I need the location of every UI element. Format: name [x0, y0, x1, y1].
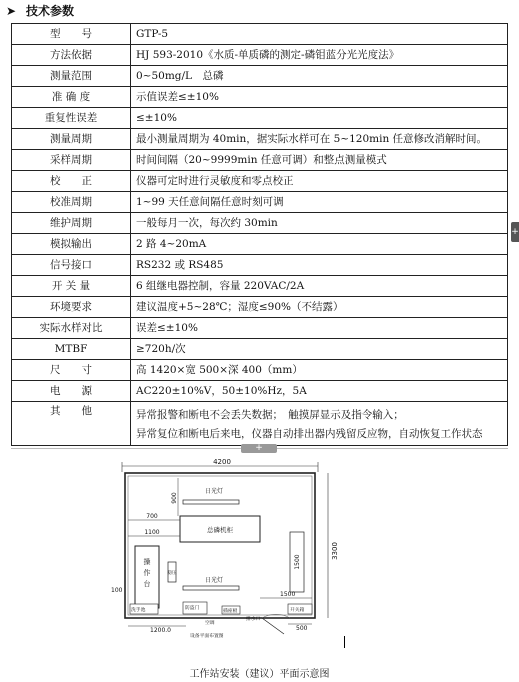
spec-row	[12, 192, 508, 213]
spec-key: 校 正	[12, 171, 131, 192]
spec-row	[12, 171, 508, 192]
spec-key: 环境要求	[12, 297, 131, 318]
spec-key: MTBF	[12, 339, 131, 360]
spec-key: 测量范围	[12, 66, 131, 87]
spec-row	[12, 339, 508, 360]
spec-value: 最小测量周期为 40min，据实际水样可在 5~120min 任意修改消解时间。	[131, 129, 508, 150]
spec-key: 其 他	[12, 402, 131, 446]
spec-table	[11, 23, 508, 446]
dim-3300: 3300	[331, 542, 339, 560]
spec-value: AC220±10%V，50±10%Hz，5A	[131, 381, 508, 402]
spec-row	[12, 150, 508, 171]
section-heading	[6, 2, 74, 19]
spec-key: 尺 寸	[12, 360, 131, 381]
spec-table-body	[12, 24, 508, 402]
spec-key: 测量周期	[12, 129, 131, 150]
spec-value	[131, 402, 508, 446]
spec-row	[12, 87, 508, 108]
spec-row	[12, 129, 508, 150]
spec-value: 示值误差≤±10%	[131, 87, 508, 108]
spec-value: GTP-5	[131, 24, 508, 45]
floor-plan-note: 设备平面布置图	[190, 634, 224, 639]
spec-row	[12, 234, 508, 255]
spec-value: ≤±10%	[131, 108, 508, 129]
spec-row	[12, 66, 508, 87]
lamp-label-2: 日光灯	[205, 577, 224, 584]
spec-key: 采样周期	[12, 150, 131, 171]
spec-key: 准 确 度	[12, 87, 131, 108]
text-cursor	[344, 636, 345, 648]
spec-value: 6 组继电器控制，容量 220VAC/2A	[131, 276, 508, 297]
spec-value-line-1: 异常报警和断电不会丢失数据； 触摸屏显示及指令输入；	[136, 408, 404, 421]
spec-value: 时间间隔（20~9999min 任意可调）和整点测量模式	[131, 150, 508, 171]
spec-row	[12, 297, 508, 318]
spec-key: 模拟输出	[12, 234, 131, 255]
dim-4200: 4200	[213, 458, 231, 466]
spec-value: 建议温度+5~28℃；湿度≤90%（不结露）	[131, 297, 508, 318]
spec-row-other	[12, 402, 508, 446]
drain-label: 排水口	[246, 617, 261, 622]
spec-value: 一般每月一次，每次约 30min	[131, 213, 508, 234]
spec-row	[12, 360, 508, 381]
dim-900: 900	[171, 492, 178, 504]
spec-row	[12, 318, 508, 339]
spec-row	[12, 108, 508, 129]
small-box-label: 稳压	[167, 571, 177, 576]
dim-700: 700	[146, 513, 158, 520]
spec-key: 信号接口	[12, 255, 131, 276]
spec-value: 误差≤±10%	[131, 318, 508, 339]
spec-key: 维护周期	[12, 213, 131, 234]
spec-key: 实际水样对比	[12, 318, 131, 339]
analyzer-cabinet-label: 总磷机柜	[207, 526, 233, 534]
split-expand-button[interactable]: +	[241, 444, 277, 453]
spec-row	[12, 24, 508, 45]
console-label: 操作台	[143, 558, 151, 588]
spec-row	[12, 45, 508, 66]
section-title: 技术参数	[26, 4, 75, 18]
diagram-caption: 工作站安装（建议）平面示意图	[189, 669, 330, 680]
socket-label-2: 开关箱	[290, 608, 305, 613]
spec-row	[12, 381, 508, 402]
spec-value: RS232 或 RS485	[131, 255, 508, 276]
dim-1100: 1100	[144, 529, 160, 536]
spec-value: HJ 593-2010《水质-单质磷的测定-磷钼蓝分光光度法》	[131, 45, 508, 66]
spec-key: 重复性误差	[12, 108, 131, 129]
dim-1200: 1200.0	[150, 627, 171, 634]
arrow-bullet-icon: ➤	[6, 4, 17, 18]
spec-key: 电 源	[12, 381, 131, 402]
socket-label-1: 插座板	[223, 609, 238, 614]
dim-500: 500	[296, 625, 308, 632]
spec-row	[12, 213, 508, 234]
lamp-label-1: 日光灯	[205, 488, 224, 495]
spec-key: 方法依据	[12, 45, 131, 66]
dim-1500-horizontal: 1500	[280, 591, 296, 598]
side-expand-tab[interactable]: +	[511, 222, 519, 242]
spec-value: 高 1420×宽 500×深 400（mm）	[131, 360, 508, 381]
sink-label: 洗手池	[131, 608, 146, 613]
spec-key: 开 关 量	[12, 276, 131, 297]
ac-label: 空调	[205, 621, 215, 626]
spec-row	[12, 276, 508, 297]
spec-key: 校准周期	[12, 192, 131, 213]
floor-plan-diagram	[0, 456, 519, 661]
dim-1500-vertical: 1500	[294, 554, 301, 570]
spec-key: 型 号	[12, 24, 131, 45]
spec-value: 仪器可定时进行灵敏度和零点校正	[131, 171, 508, 192]
spec-value: 2 路 4~20mA	[131, 234, 508, 255]
spec-value: 0~50mg/L 总磷	[131, 66, 508, 87]
spec-value: ≥720h/次	[131, 339, 508, 360]
spec-value-line-2: 异常复位和断电后来电，仪器自动排出器内残留反应物，自动恢复工作状态	[136, 427, 483, 440]
door-label: 防盗门	[185, 606, 200, 611]
dim-100: 100	[111, 587, 123, 594]
spec-value: 1~99 天任意间隔任意时刻可调	[131, 192, 508, 213]
spec-row	[12, 255, 508, 276]
